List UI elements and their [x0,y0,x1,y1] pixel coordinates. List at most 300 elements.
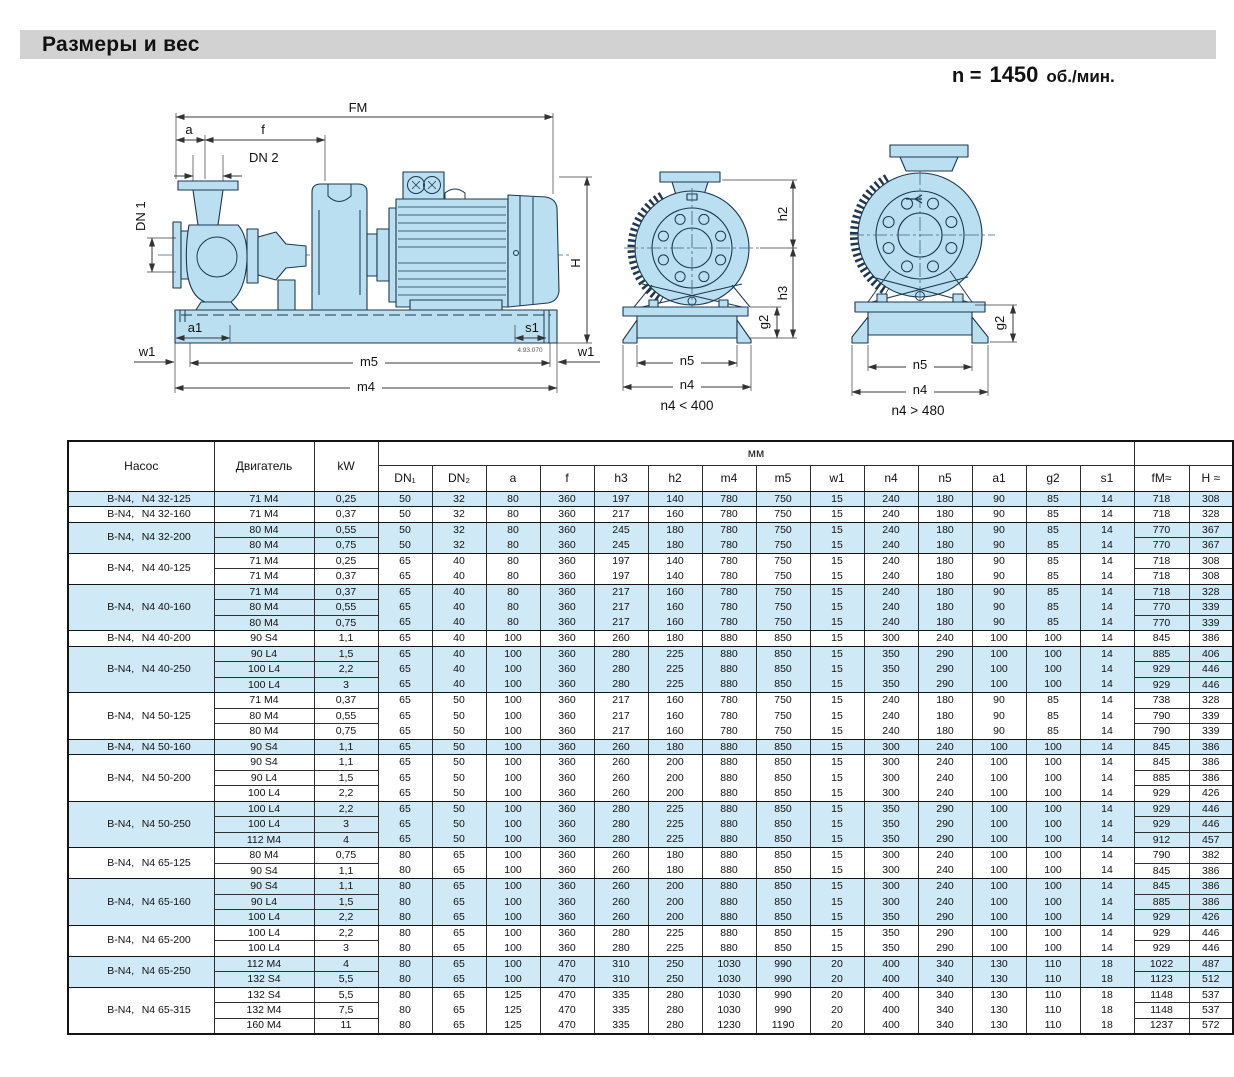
dim-cell-6: 880 [702,879,756,895]
dim-cell-8: 15 [810,662,864,678]
dim-cell-2: 125 [486,1003,540,1019]
dim-cell-7: 850 [756,879,810,895]
dim-cell-3: 360 [540,894,594,910]
column-header-dim-7: m5 [756,465,810,491]
pump-model-cell [68,801,214,848]
dim-cell-10: 180 [918,538,972,554]
motor-cell: 71 M4 [214,507,314,523]
dim-cell-8: 15 [810,569,864,585]
motor-cell: 71 M4 [214,569,314,585]
table-row [68,491,1233,507]
motor-cell: 160 M4 [214,1018,314,1034]
dim-cell-13: 14 [1080,786,1134,802]
motor-cell: 80 M4 [214,724,314,740]
dim-cell-13: 18 [1080,956,1134,972]
dim-cell-11: 130 [972,1018,1026,1034]
dim-cell-15: 308 [1189,553,1233,569]
dim-cell-2: 80 [486,522,540,538]
dim-cell-3: 360 [540,600,594,616]
dim-cell-4: 217 [594,584,648,600]
dim-cell-9: 300 [864,755,918,771]
dim-cell-7: 850 [756,677,810,693]
dim-cell-4: 217 [594,507,648,523]
dim-cell-5: 160 [648,615,702,631]
dim-cell-3: 360 [540,677,594,693]
dim-cell-0: 65 [378,832,432,848]
dim-cell-12: 85 [1026,584,1080,600]
dim-cell-2: 100 [486,631,540,647]
dim-cell-12: 85 [1026,491,1080,507]
kw-cell: 0,37 [314,693,378,709]
dim-cell-9: 240 [864,693,918,709]
dim-cell-0: 80 [378,1018,432,1034]
page-title: Размеры и вес [42,32,200,56]
dim-cell-2: 100 [486,956,540,972]
dim-cell-6: 780 [702,553,756,569]
motor-cell: 100 L4 [214,910,314,926]
dim-label-m5: m5 [359,354,379,369]
dim-cell-5: 200 [648,755,702,771]
dim-cell-7: 750 [756,522,810,538]
dim-cell-12: 100 [1026,941,1080,957]
dim-cell-5: 140 [648,491,702,507]
pump-model: N4 50-160 [141,740,191,753]
dim-cell-11: 100 [972,755,1026,771]
pump-model: N4 65-200 [141,934,191,947]
dim-cell-4: 260 [594,631,648,647]
dim-cell-1: 65 [432,987,486,1003]
dim-cell-2: 100 [486,817,540,833]
dim-cell-13: 14 [1080,693,1134,709]
dim-cell-0: 65 [378,584,432,600]
dim-cell-9: 300 [864,739,918,755]
dim-cell-15: 457 [1189,832,1233,848]
kw-cell: 1,1 [314,863,378,879]
dim-cell-3: 360 [540,693,594,709]
kw-cell: 5,5 [314,987,378,1003]
column-header-dim-13: s1 [1080,465,1134,491]
motor-cell: 112 M4 [214,956,314,972]
dim-cell-2: 100 [486,770,540,786]
dim-cell-4: 217 [594,615,648,631]
table-row [68,770,1233,786]
pump-model: N4 40-160 [141,601,191,613]
dim-cell-9: 400 [864,972,918,988]
dim-cell-15: 406 [1189,646,1233,662]
dim-cell-14: 1237 [1134,1018,1189,1034]
dim-cell-11: 100 [972,739,1026,755]
dim-cell-1: 40 [432,615,486,631]
table-row [68,600,1233,616]
dim-cell-10: 290 [918,677,972,693]
dim-cell-4: 245 [594,538,648,554]
dim-cell-14: 885 [1134,770,1189,786]
dim-cell-1: 40 [432,631,486,647]
dim-cell-9: 240 [864,538,918,554]
dim-cell-2: 100 [486,662,540,678]
pump-series: B-N4, [107,709,135,722]
dim-cell-12: 100 [1026,817,1080,833]
dim-cell-6: 880 [702,677,756,693]
pump-model-cell [68,755,214,802]
dim-cell-9: 240 [864,724,918,740]
dim-cell-12: 110 [1026,1003,1080,1019]
dim-cell-3: 470 [540,987,594,1003]
dim-cell-13: 14 [1080,507,1134,523]
dim-cell-12: 100 [1026,894,1080,910]
dim-cell-8: 15 [810,538,864,554]
dim-cell-3: 470 [540,1018,594,1034]
dim-cell-6: 780 [702,507,756,523]
dim-cell-4: 260 [594,910,648,926]
dim-cell-9: 240 [864,615,918,631]
dim-cell-4: 310 [594,956,648,972]
kw-cell: 0,37 [314,569,378,585]
pump-front-view-large [850,145,1017,418]
dim-cell-12: 85 [1026,569,1080,585]
dim-cell-15: 446 [1189,662,1233,678]
table-row [68,1018,1233,1034]
dim-cell-11: 90 [972,553,1026,569]
dim-cell-14: 929 [1134,910,1189,926]
dim-cell-12: 110 [1026,987,1080,1003]
dim-cell-7: 750 [756,553,810,569]
dim-cell-1: 32 [432,522,486,538]
dim-cell-7: 990 [756,1003,810,1019]
dim-cell-14: 929 [1134,941,1189,957]
dim-cell-3: 360 [540,491,594,507]
dim-cell-7: 850 [756,848,810,864]
motor-cell: 90 S4 [214,739,314,755]
dim-cell-9: 400 [864,956,918,972]
pump-model: N4 65-315 [141,1003,191,1016]
dim-cell-5: 200 [648,786,702,802]
dim-cell-9: 350 [864,677,918,693]
dim-cell-2: 80 [486,491,540,507]
table-row [68,677,1233,693]
dim-cell-6: 780 [702,615,756,631]
dim-cell-12: 85 [1026,708,1080,724]
dim-cell-1: 50 [432,832,486,848]
motor-cell: 132 M4 [214,1003,314,1019]
dim-cell-11: 90 [972,507,1026,523]
pump-model-cell [68,631,214,647]
dim-cell-4: 280 [594,677,648,693]
dim-label-w1-right: w1 [577,344,595,359]
dim-cell-0: 65 [378,646,432,662]
kw-cell: 1,5 [314,646,378,662]
kw-cell: 3 [314,817,378,833]
pump-model-cell [68,646,214,693]
dim-cell-8: 15 [810,910,864,926]
table-row [68,584,1233,600]
dim-cell-10: 290 [918,925,972,941]
kw-cell: 1,1 [314,755,378,771]
dim-cell-8: 15 [810,693,864,709]
speed-spec [952,62,1115,88]
dim-cell-12: 100 [1026,646,1080,662]
dim-cell-0: 80 [378,941,432,957]
dim-cell-2: 80 [486,615,540,631]
dim-cell-12: 100 [1026,910,1080,926]
column-header-dim-15: H ≈ [1189,465,1233,491]
dim-cell-13: 14 [1080,894,1134,910]
dim-cell-13: 14 [1080,879,1134,895]
pump-series: B-N4, [107,601,135,613]
speed-unit: об./мин. [1046,67,1115,86]
dim-cell-6: 880 [702,646,756,662]
dim-cell-7: 750 [756,569,810,585]
dim-cell-13: 14 [1080,739,1134,755]
kw-cell: 1,1 [314,631,378,647]
dim-cell-1: 65 [432,941,486,957]
dim-cell-6: 880 [702,739,756,755]
dim-cell-5: 280 [648,987,702,1003]
kw-cell: 1,5 [314,770,378,786]
dim-cell-8: 15 [810,553,864,569]
dim-cell-3: 360 [540,646,594,662]
dim-cell-3: 360 [540,631,594,647]
table-row [68,739,1233,755]
dim-cell-6: 880 [702,941,756,957]
dim-cell-7: 850 [756,631,810,647]
kw-cell: 0,75 [314,615,378,631]
pump-model: N4 65-125 [141,856,191,869]
kw-cell: 2,2 [314,925,378,941]
dim-cell-2: 125 [486,1018,540,1034]
dim-cell-0: 80 [378,925,432,941]
column-header-kw: kW [314,441,378,491]
dim-cell-14: 790 [1134,848,1189,864]
table-row [68,972,1233,988]
kw-cell: 11 [314,1018,378,1034]
kw-cell: 1,1 [314,739,378,755]
dim-cell-13: 14 [1080,677,1134,693]
pump-series: B-N4, [107,531,135,544]
table-row [68,956,1233,972]
dim-cell-0: 65 [378,662,432,678]
dim-cell-9: 240 [864,491,918,507]
dim-cell-0: 80 [378,1003,432,1019]
pump-model-cell [68,925,214,956]
dim-cell-13: 14 [1080,631,1134,647]
dim-cell-0: 80 [378,863,432,879]
motor-cell: 80 M4 [214,848,314,864]
dim-cell-13: 14 [1080,600,1134,616]
dim-cell-1: 65 [432,879,486,895]
dim-cell-7: 990 [756,956,810,972]
section-title-bar [20,30,1216,59]
dim-cell-11: 90 [972,522,1026,538]
dim-cell-3: 360 [540,569,594,585]
dim-cell-12: 85 [1026,538,1080,554]
dim-cell-2: 100 [486,693,540,709]
dim-cell-11: 130 [972,987,1026,1003]
motor-cell: 71 M4 [214,491,314,507]
motor-cell: 132 S4 [214,987,314,1003]
dim-cell-15: 537 [1189,987,1233,1003]
kw-cell: 2,2 [314,801,378,817]
dim-cell-7: 850 [756,863,810,879]
motor-cell: 80 M4 [214,615,314,631]
dim-cell-3: 360 [540,863,594,879]
kw-cell: 4 [314,832,378,848]
dim-cell-11: 100 [972,786,1026,802]
dim-cell-13: 14 [1080,584,1134,600]
dim-cell-8: 15 [810,584,864,600]
dim-cell-10: 340 [918,987,972,1003]
column-header-dim-9: n4 [864,465,918,491]
dim-cell-5: 250 [648,972,702,988]
dim-cell-6: 1030 [702,956,756,972]
dim-cell-8: 20 [810,956,864,972]
dim-cell-7: 750 [756,538,810,554]
dim-cell-13: 14 [1080,491,1134,507]
column-header-dim-3: f [540,465,594,491]
dim-cell-2: 100 [486,724,540,740]
column-header-pump: Насос [68,441,214,491]
dim-cell-3: 360 [540,941,594,957]
dim-cell-0: 50 [378,491,432,507]
dim-cell-10: 240 [918,863,972,879]
dim-cell-2: 100 [486,894,540,910]
dim-cell-0: 50 [378,538,432,554]
motor-cell: 71 M4 [214,553,314,569]
dim-cell-9: 300 [864,786,918,802]
kw-cell: 0,55 [314,600,378,616]
dim-cell-6: 880 [702,770,756,786]
dim-cell-13: 14 [1080,817,1134,833]
dim-cell-8: 15 [810,755,864,771]
pump-model-cell [68,553,214,584]
dim-cell-11: 90 [972,569,1026,585]
dim-cell-12: 100 [1026,925,1080,941]
dim-cell-15: 446 [1189,801,1233,817]
dim-cell-8: 15 [810,739,864,755]
dim-cell-3: 360 [540,662,594,678]
dim-cell-8: 15 [810,817,864,833]
dim-cell-7: 750 [756,584,810,600]
dim-cell-4: 217 [594,693,648,709]
technical-drawings [100,95,1234,427]
dim-cell-7: 850 [756,894,810,910]
dim-cell-8: 15 [810,677,864,693]
dim-cell-10: 240 [918,631,972,647]
table-row [68,553,1233,569]
dim-cell-10: 180 [918,491,972,507]
dim-cell-6: 1030 [702,1003,756,1019]
dim-cell-3: 360 [540,832,594,848]
dim-cell-12: 100 [1026,848,1080,864]
dim-cell-14: 770 [1134,615,1189,631]
dim-cell-9: 240 [864,507,918,523]
dim-cell-4: 217 [594,600,648,616]
dim-cell-1: 50 [432,801,486,817]
dim-label-h3: h3 [775,285,790,301]
kw-cell: 3 [314,941,378,957]
dim-cell-0: 65 [378,677,432,693]
dim-label-g2-large: g2 [992,315,1007,331]
dim-label-f: f [261,122,265,137]
dim-cell-1: 50 [432,724,486,740]
dim-cell-13: 14 [1080,848,1134,864]
dim-cell-1: 65 [432,956,486,972]
dim-cell-4: 260 [594,786,648,802]
dim-cell-15: 386 [1189,631,1233,647]
dim-cell-3: 360 [540,708,594,724]
dim-cell-1: 65 [432,910,486,926]
dim-cell-3: 360 [540,801,594,817]
dim-cell-0: 65 [378,755,432,771]
dim-cell-14: 718 [1134,507,1189,523]
motor-cell: 90 L4 [214,646,314,662]
dim-cell-5: 225 [648,677,702,693]
dim-cell-10: 180 [918,615,972,631]
dim-cell-13: 14 [1080,615,1134,631]
dim-cell-6: 1230 [702,1018,756,1034]
dim-cell-11: 90 [972,584,1026,600]
dim-cell-14: 1148 [1134,1003,1189,1019]
dim-cell-1: 50 [432,770,486,786]
dim-cell-12: 100 [1026,677,1080,693]
dim-cell-5: 225 [648,817,702,833]
dim-cell-6: 880 [702,662,756,678]
pump-model-cell [68,987,214,1034]
dim-cell-1: 32 [432,538,486,554]
dim-cell-1: 32 [432,491,486,507]
dim-cell-14: 1148 [1134,987,1189,1003]
dim-cell-2: 80 [486,507,540,523]
dim-cell-9: 350 [864,941,918,957]
pump-series: B-N4, [107,771,135,784]
dim-cell-4: 260 [594,879,648,895]
kw-cell: 3 [314,677,378,693]
dim-cell-13: 14 [1080,910,1134,926]
dim-cell-0: 80 [378,894,432,910]
dim-cell-3: 360 [540,615,594,631]
dim-cell-8: 15 [810,522,864,538]
dim-cell-11: 100 [972,879,1026,895]
dim-label-fm: FM [348,100,368,115]
pump-series: B-N4, [107,663,135,675]
dim-cell-10: 180 [918,600,972,616]
dim-cell-5: 225 [648,925,702,941]
dim-cell-7: 750 [756,507,810,523]
dim-cell-9: 400 [864,1003,918,1019]
pump-series: B-N4, [107,818,135,830]
dim-cell-6: 880 [702,786,756,802]
dim-cell-7: 850 [756,832,810,848]
dim-cell-10: 180 [918,724,972,740]
dim-cell-8: 15 [810,600,864,616]
column-header-dim-10: n5 [918,465,972,491]
dim-cell-15: 537 [1189,1003,1233,1019]
dim-cell-3: 360 [540,538,594,554]
dim-cell-7: 750 [756,491,810,507]
motor-cell: 100 L4 [214,786,314,802]
dim-cell-8: 15 [810,615,864,631]
dim-cell-2: 100 [486,910,540,926]
kw-cell: 1,1 [314,879,378,895]
dim-cell-12: 110 [1026,1018,1080,1034]
dim-cell-1: 65 [432,894,486,910]
caption-n4-small: n4 < 400 [660,398,714,413]
dim-cell-13: 18 [1080,972,1134,988]
dim-cell-12: 85 [1026,522,1080,538]
dim-cell-14: 929 [1134,786,1189,802]
motor-cell: 90 L4 [214,770,314,786]
table-row [68,631,1233,647]
